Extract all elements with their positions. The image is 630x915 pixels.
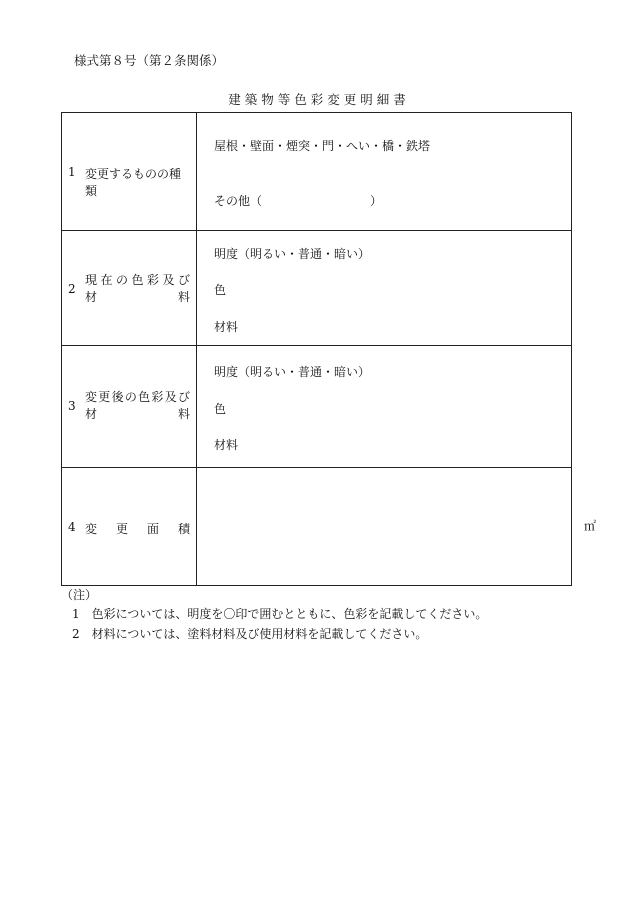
row-label-cell bbox=[62, 231, 197, 346]
table-row bbox=[62, 346, 572, 468]
color-label: 色 bbox=[214, 283, 227, 297]
row-value-cell bbox=[197, 468, 572, 586]
table-row bbox=[62, 231, 572, 346]
row-number: 4 bbox=[68, 520, 76, 534]
row-number: 3 bbox=[68, 399, 76, 413]
row-number: 2 bbox=[68, 282, 76, 296]
form-number: 様式第８号（第２条関係） bbox=[74, 53, 225, 68]
type-options: 屋根・壁面・煙突・門・へい・橋・鉄塔 bbox=[214, 139, 431, 153]
row-label-cell bbox=[62, 113, 197, 231]
row-label-cell bbox=[62, 346, 197, 468]
area-unit: ㎡ bbox=[583, 519, 596, 533]
row-label: 変更面積 bbox=[85, 522, 190, 536]
row-value-cell bbox=[197, 113, 572, 231]
brightness-options: 明度（明るい・普通・暗い） bbox=[214, 247, 371, 261]
material-label: 材料 bbox=[214, 438, 239, 452]
table-row bbox=[62, 468, 572, 586]
material-label: 材料 bbox=[214, 320, 239, 334]
type-other: その他（ ） bbox=[214, 194, 383, 208]
row-value-cell bbox=[197, 346, 572, 468]
row-label: 現在の色彩及び 材料 bbox=[85, 273, 190, 304]
document-title: 建築物等色彩変更明細書 bbox=[228, 92, 410, 107]
note-item: 1 色彩については、明度を〇印で囲むとともに、色彩を記載してください。 bbox=[72, 607, 488, 621]
table-row bbox=[62, 113, 572, 231]
brightness-options: 明度（明るい・普通・暗い） bbox=[214, 365, 371, 379]
detail-table bbox=[61, 112, 572, 586]
row-value-cell bbox=[197, 231, 572, 346]
row-label-cell bbox=[62, 468, 197, 586]
row-label: 変更するものの種類 bbox=[85, 167, 182, 198]
color-label: 色 bbox=[214, 402, 227, 416]
note-item: 2 材料については、塗料材料及び使用材料を記載してください。 bbox=[72, 627, 428, 641]
row-number: 1 bbox=[68, 165, 76, 179]
notes-heading: （注） bbox=[61, 588, 98, 602]
row-label: 変更後の色彩及び 材料 bbox=[85, 390, 190, 421]
